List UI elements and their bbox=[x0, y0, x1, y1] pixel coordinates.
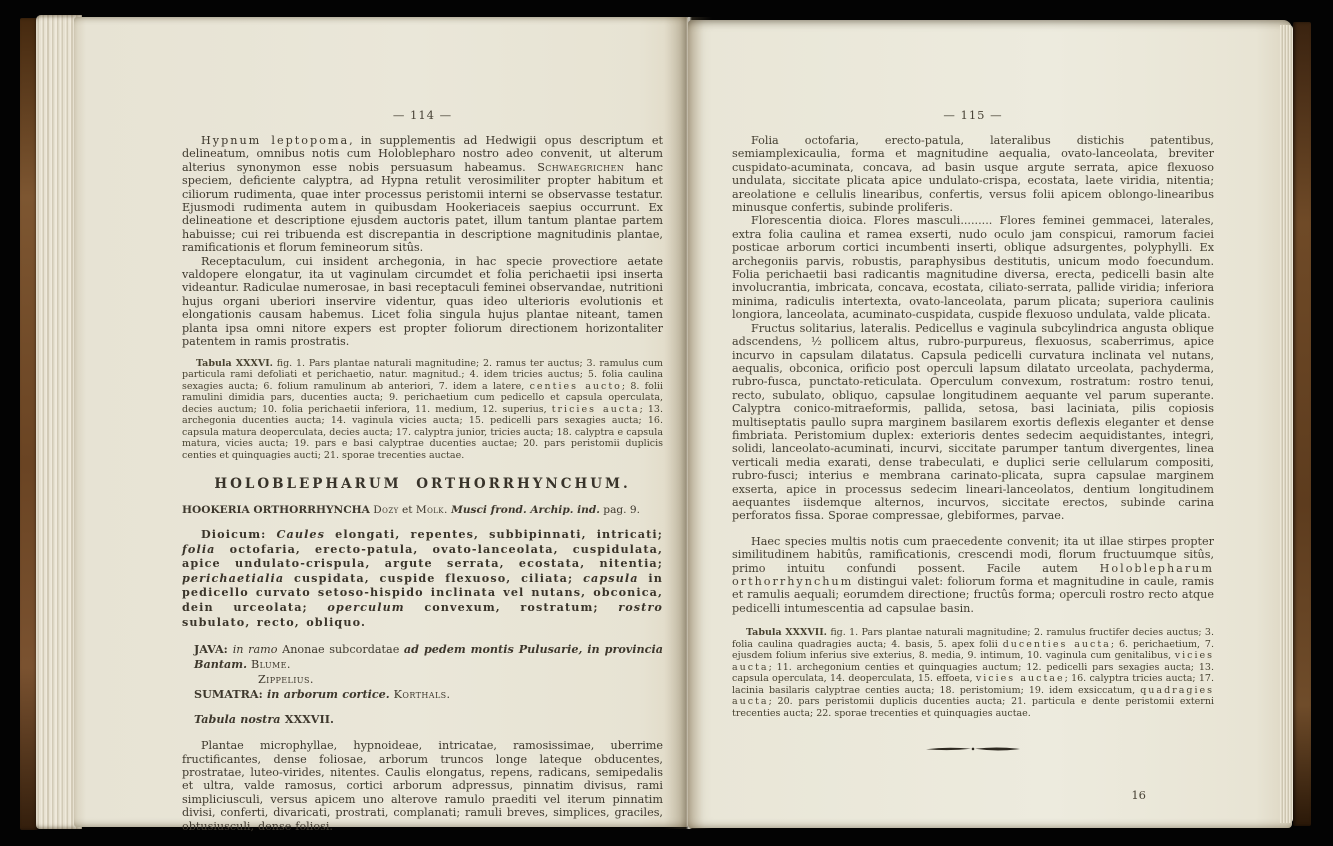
right-text-column bbox=[732, 108, 1214, 802]
species-heading: HOLOBLEPHARUM ORTHORRHYNCHUM. bbox=[214, 476, 631, 492]
synonym-reference-line: HOOKERIA ORTHORRHYNCHA Dozy et Molk. Musci frond. Archip. ind. pag. 9. bbox=[182, 504, 641, 516]
paragraph-fructus: Fructus solitarius, lateralis. Pedicellus e vaginula subcylindrica angusta oblique adscendens, ½ pollicem altus, rubro-purpureus, flexuosus, scaberrimus, apice incurvo in capsulam dilatatus. Capsula pedicelli curvatura inclinata vel nutans, aequalis, obconica, orificio post operculi lapsum dilatato urceolata, pachyderma, rubro-fusca, punctato-reticulata. Operculum convexum, rostratum: rostro tenui, recto, subulato, obliquo, capsulae longitudinem aequante vel parum superante. Calyptra conico-mitraeformis, pallida, setosa, basi laciniata, pilis copiosis multiseptatis paullo supra marginem basilarem exortis deflexis eleganter et dense fimbriata. Peristomium duplex: exterioris dentes sedecim aequidistantes, integri, solidi, lanceolato-acuminati, incurvi, siccitate parumper tantum divergentes, linea verticali media exarati, dense trabeculati, e duplici serie cellularum compositi, rubro-fusci; interius e membrana carinato-plicata, supra capsulae marginem exserta, apice in processus sedecim lineari-lanceolatos, dentium longitudinem aequantes iisdemque alternos, incurvos, siccitate erectos, subinde carina perforatos fissa. Sporae compressae, glebiformes, parvae. bbox=[732, 321, 1214, 523]
figure-legend-tabula-xxxvi: Tabula XXXVI. fig. 1. Pars plantae naturali magnitudine; 2. ramus ter auctus; 3. ramulus cum particula rami defoliati et perichaetio, natur. magnitud.; 4. idem tricies auctus; 5. folia caulina sexagies aucta; 6. folium ramulinum ab anteriori, 7. idem a latere, centies aucto; 8. folii ramulini dimidia pars, ducenties aucta; 9. perichaetium cum pedicello et capsula operculata, decies auctum; 10. folia perichaetii inferiora, 11. medium, 12. superius, tricies aucta; 13. archegonia ducenties aucta; 14. vaginula vicies aucta; 15. pedicelli pars sexagies aucta; 16. capsula matura deoperculata, decies aucta; 17. calyptra junior, tricies aucta; 18. calyptra e capsula matura, vicies aucta; 19. pars e basi calyptrae ducenties auctae; 20. pars peristomii duplicis centies et quinquagies aucti; 21. sporae trecenties auctae. bbox=[182, 357, 664, 461]
signature-mark: 16 bbox=[1131, 788, 1146, 803]
locality-java-continued: Zippelius. bbox=[258, 673, 314, 687]
left-page bbox=[74, 17, 688, 833]
locality-java: JAVA: in ramo Anonae subcordatae ad pedem montis Pulusarie, in provincia Bantam. Blume. bbox=[194, 642, 663, 672]
right-page bbox=[688, 20, 1292, 828]
paragraph-folia: Folia octofaria, erecto-patula, lateralibus distichis patentibus, semiamplexicaulia, forma et magnitudine aequalia, ovato-lanceolata, breviter cuspidato-acuminata, concava, ad basin usque argute serrata, apice flexuoso undulata, siccitate plicata apice undulato-crispa, ecostata, laete viridia, nitentia; areolatione e cellulis linearibus, confertis, versus folii apicem oblongo-linearibus minusque confertis, subinde proliferis. bbox=[732, 134, 1214, 215]
paragraph-florescentia: Florescentia dioica. Flores masculi......... Flores feminei gemmacei, laterales, extra folia caulina et ramea exserti, nudo oculo jam conspicui, ramorum faciei posticae arborum cortici incumbenti inserti, oblique adsurgentes, polyphylli. Ex archegoniis parvis, robustis, paraphysibus destitutis, unicum modo foecundum. Folia perichaetii basi radicantis magnitudine diversa, erecta, pedicelli basin alte involucrantia, imbricata, concava, ecostata, ciliato-serrata, pallide viridia; inferiora minima, radiculis intertexta, ovato-lanceolata, parum plicata; superiora caulinis longiora, lanceolata, acuminato-cuspidata, cuspide flexuoso undulata, valde plicata. bbox=[732, 214, 1214, 322]
paragraph-receptaculum: Receptaculum, cui insident archegonia, in hac specie provectiore aetate valdopere elongatur, ita ut vaginulam circumdet et folia perichaetii ipsi inserta videantur. Radiculae numerosae, in basi receptaculi feminei observandae, nutritioni hujus organi uberiori inservire videntur, quas ideo ulterioris evolutionis et elongationis causam habemus. Licet folia singula hujus plantae niteant, tamen planta ipsa omni nitore expers est propter foliorum directionem horizontaliter patentem in ramis prostratis. bbox=[182, 254, 663, 349]
right-page-number: — 115 — bbox=[943, 108, 1003, 122]
diagnosis-paragraph: Dioicum: Caules elongati, repentes, subbipinnati, intricati; folia octofaria, erecto-patula, ovato-lanceolata, cuspidulata, apice undulato-crispula, argute serrata, ecostata, nitentia; perichaetialia cuspidata, cuspide flexuoso, ciliata; capsula in pedicello curvato setoso-hispido inclinata vel nutans, obconica, dein urceolata; operculum convexum, rostratum; rostro subulato, recto, obliquo. bbox=[182, 527, 663, 629]
figure-legend-tabula-xxxvii: Tabula XXXVII. fig. 1. Pars plantae naturali magnitudine; 2. ramulus fructifer decies auctus; 3. folia caulina quadragies aucta; 4. basis, 5. apex folii ducenties aucta; 6. perichaetium, 7. ejusdem folium inferius sive exterius, 8. media, 9. intimum, 10. vaginula cum genitalibus, vicies aucta; 11. archegonium centies et quinquagies auctum; 12. pedicelli pars sexagies aucta; 13. capsula operculata, 14. deoperculata, 15. effoeta, vicies auctae; 16. calyptra tricies aucta; 17. lacinia basilaris calyptrae centies aucta; 18. peristomium; 19. idem exsiccatum, quadragies aucta; 20. pars peristomii duplicis ducenties aucta; 21. particula e dente peristomii externi trecenties aucta; 22. sporae trecenties et quinquagies auctae. bbox=[732, 627, 1214, 719]
tabula-nostra-line: Tabula nostra XXXVII. bbox=[194, 712, 334, 727]
left-text-column bbox=[182, 108, 663, 833]
locality-block bbox=[182, 642, 663, 702]
swelled-rule-icon bbox=[925, 744, 1021, 754]
paragraph-plantae-description: Plantae microphyllae, hypnoideae, intricatae, ramosissimae, uberrime fructificantes, dense foliosae, arborum truncos longe lateque obducentes, prostratae, luteo-virides, nitentes. Caulis elongatus, repens, radicans, semipedalis et ultra, valde ramosus, cortici arborum adpressus, pinnatim divisus, rami simpliciusculi, versus apicem uno alterove ramulo praediti vel iterum pinnatim divisi, conferti, divaricati, prostrati, complanati; ramuli breves, simplices, graciles, obtusiusculi, dense foliosi. bbox=[182, 739, 663, 833]
paragraph-hypnum-leptopoma: Hypnum leptopoma, in supplementis ad Hedwigii opus descriptum et delineatum, omnibus notis cum Holoblepharo nostro adeo convenit, ut alterum alterius synonymon esse nobis persuasum habeamus. Schwaegrichen hanc speciem, deficiente calyptra, ad Hypna retulit verosimiliter propter habitum et ciliorum rudimenta, quae inter processus peristomii interni se observasse testatur. Ejusmodi rudimenta autem in quibusdam Hookeriaceis saepius occurrunt. Ex delineatione et descriptione ejusdem auctoris patet, illum tantum plantae partem habuisse; cui rei tribuenda est discrepantia in descriptione magnitudinis plantae, ramificationis et florum femineorum sitûs. bbox=[182, 134, 663, 255]
page-edges-right bbox=[1280, 25, 1293, 823]
open-book bbox=[20, 13, 1312, 833]
left-page-number: — 114 — bbox=[392, 108, 453, 122]
divider-ornament bbox=[925, 739, 1021, 758]
paragraph-haec-species: Haec species multis notis cum praecedente convenit; ita ut illae stirpes propter similitudinem habitûs, ramificationis, crescendi modi, florum fructuumque sitûs, primo intuitu confundi possent. Facile autem Holoblepharum orthorrhynchum distingui valet: foliorum forma et magnitudine in caule, ramis et ramulis aequali; eorumdem directione; fructûs forma; operculi rostro recto atque pedicelli intumescentia ad capsulae basin. bbox=[732, 534, 1214, 615]
book-cover-right-edge bbox=[1293, 22, 1311, 826]
locality-sumatra: SUMATRA: in arborum cortice. Korthals. bbox=[194, 687, 451, 702]
